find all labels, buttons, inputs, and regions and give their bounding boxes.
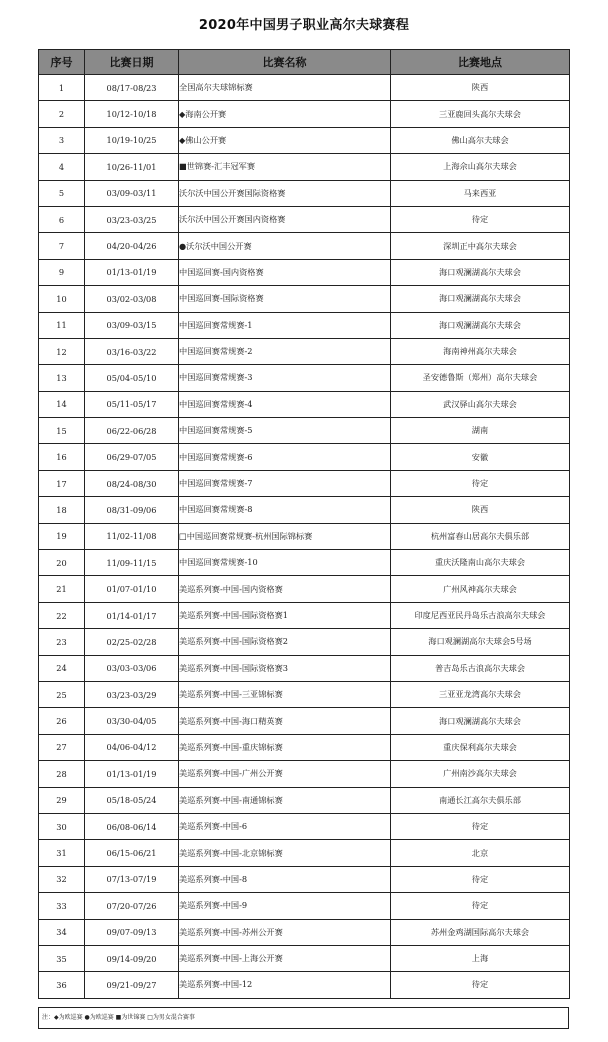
row-seq-cell: 15	[39, 418, 85, 444]
row-venue-cell: 湖南	[391, 418, 570, 444]
table-row	[39, 497, 570, 523]
row-venue-cell: 重庆保利高尔夫球会	[391, 734, 570, 760]
row-venue-cell: 广州南沙高尔夫球会	[391, 761, 570, 787]
table-row	[39, 576, 570, 602]
row-name-cell: 沃尔沃中国公开赛国际资格赛	[179, 180, 391, 206]
page-title: 2020年中国男子职业高尔夫球赛程	[198, 18, 410, 33]
row-seq-cell: 6	[39, 206, 85, 232]
table-body	[39, 75, 570, 999]
row-seq-cell: 28	[39, 761, 85, 787]
schedule-table	[38, 49, 570, 999]
row-date-cell: 03/23-03/25	[85, 206, 179, 232]
row-date-cell: 05/04-05/10	[85, 365, 179, 391]
row-date-cell: 03/09-03/11	[85, 180, 179, 206]
row-date-cell: 08/24-08/30	[85, 470, 179, 496]
row-name-cell: 中国巡回赛常规赛-2	[179, 338, 391, 364]
row-name-cell: ◆佛山公开赛	[179, 127, 391, 153]
row-venue-cell: 普吉岛乐古浪高尔夫球会	[391, 655, 570, 681]
row-seq-cell: 23	[39, 629, 85, 655]
row-venue-cell: 深圳正中高尔夫球会	[391, 233, 570, 259]
table-row	[39, 787, 570, 813]
row-date-cell: 02/25-02/28	[85, 629, 179, 655]
row-seq-cell: 31	[39, 840, 85, 866]
footnote: 注：◆为欧巡赛 ●为欧巡赛 ■为世锦赛 □为男女混合赛事	[38, 1007, 569, 1029]
table-row	[39, 602, 570, 628]
row-name-cell: 中国巡回赛常规赛-3	[179, 365, 391, 391]
row-venue-cell: 陕西	[391, 75, 570, 101]
table-row	[39, 75, 570, 101]
table-row	[39, 312, 570, 338]
table-row	[39, 840, 570, 866]
row-name-cell: 美巡系列赛-中国-南通锦标赛	[179, 787, 391, 813]
row-name-cell: 中国巡回赛-国内资格赛	[179, 259, 391, 285]
row-date-cell: 01/14-01/17	[85, 602, 179, 628]
row-date-cell: 07/20-07/26	[85, 893, 179, 919]
row-venue-cell: 待定	[391, 866, 570, 892]
header-seq: 序号	[39, 50, 85, 75]
row-venue-cell: 三亚鹿回头高尔夫球会	[391, 101, 570, 127]
row-name-cell: 美巡系列赛-中国-重庆锦标赛	[179, 734, 391, 760]
row-date-cell: 01/07-01/10	[85, 576, 179, 602]
row-venue-cell: 上海	[391, 945, 570, 971]
row-name-cell: 中国巡回赛常规赛-4	[179, 391, 391, 417]
row-seq-cell: 35	[39, 945, 85, 971]
row-name-cell: ●沃尔沃中国公开赛	[179, 233, 391, 259]
row-seq-cell: 2	[39, 101, 85, 127]
table-row	[39, 101, 570, 127]
row-date-cell: 07/13-07/19	[85, 866, 179, 892]
row-seq-cell: 32	[39, 866, 85, 892]
row-date-cell: 05/18-05/24	[85, 787, 179, 813]
row-name-cell: □中国巡回赛常规赛-杭州国际锦标赛	[179, 523, 391, 549]
table-row	[39, 365, 570, 391]
row-seq-cell: 12	[39, 338, 85, 364]
row-name-cell: 中国巡回赛常规赛-1	[179, 312, 391, 338]
row-date-cell: 08/31-09/06	[85, 497, 179, 523]
row-seq-cell: 26	[39, 708, 85, 734]
table-row	[39, 470, 570, 496]
row-name-cell: 美巡系列赛-中国-国际资格赛3	[179, 655, 391, 681]
row-venue-cell: 海口观澜湖高尔夫球会	[391, 259, 570, 285]
row-name-cell: ◆海南公开赛	[179, 101, 391, 127]
row-name-cell: 美巡系列赛-中国-苏州公开赛	[179, 919, 391, 945]
row-name-cell: 全国高尔夫球锦标赛	[179, 75, 391, 101]
row-seq-cell: 5	[39, 180, 85, 206]
row-date-cell: 06/15-06/21	[85, 840, 179, 866]
row-name-cell: 中国巡回赛-国际资格赛	[179, 286, 391, 312]
row-venue-cell: 海口观澜湖高尔夫球会	[391, 312, 570, 338]
row-name-cell: 美巡系列赛-中国-广州公开赛	[179, 761, 391, 787]
row-venue-cell: 待定	[391, 206, 570, 232]
table-header-row	[39, 50, 570, 75]
row-seq-cell: 14	[39, 391, 85, 417]
row-venue-cell: 待定	[391, 893, 570, 919]
table-row	[39, 523, 570, 549]
row-date-cell: 01/13-01/19	[85, 259, 179, 285]
row-venue-cell: 印度尼西亚民丹岛乐古浪高尔夫球会	[391, 602, 570, 628]
row-name-cell: ■世锦赛-汇丰冠军赛	[179, 154, 391, 180]
row-venue-cell: 广州风神高尔夫球会	[391, 576, 570, 602]
row-date-cell: 05/11-05/17	[85, 391, 179, 417]
row-venue-cell: 苏州金鸡湖国际高尔夫球会	[391, 919, 570, 945]
table-row	[39, 127, 570, 153]
row-seq-cell: 1	[39, 75, 85, 101]
row-seq-cell: 9	[39, 259, 85, 285]
row-name-cell: 美巡系列赛-中国-上海公开赛	[179, 945, 391, 971]
row-date-cell: 11/02-11/08	[85, 523, 179, 549]
row-seq-cell: 36	[39, 972, 85, 998]
row-date-cell: 09/07-09/13	[85, 919, 179, 945]
row-venue-cell: 北京	[391, 840, 570, 866]
table-row	[39, 338, 570, 364]
table-row	[39, 655, 570, 681]
header-name: 比赛名称	[179, 50, 391, 75]
row-venue-cell: 海口观澜湖高尔夫球会	[391, 708, 570, 734]
row-venue-cell: 杭州富春山居高尔夫俱乐部	[391, 523, 570, 549]
row-date-cell: 09/21-09/27	[85, 972, 179, 998]
row-seq-cell: 24	[39, 655, 85, 681]
row-venue-cell: 南通长江高尔夫俱乐部	[391, 787, 570, 813]
row-venue-cell: 武汉驿山高尔夫球会	[391, 391, 570, 417]
row-name-cell: 中国巡回赛常规赛-10	[179, 550, 391, 576]
table-row	[39, 391, 570, 417]
row-seq-cell: 30	[39, 813, 85, 839]
row-venue-cell: 上海佘山高尔夫球会	[391, 154, 570, 180]
table-row	[39, 708, 570, 734]
header-venue: 比赛地点	[391, 50, 570, 75]
row-date-cell: 10/12-10/18	[85, 101, 179, 127]
row-name-cell: 美巡系列赛-中国-8	[179, 866, 391, 892]
row-date-cell: 08/17-08/23	[85, 75, 179, 101]
table-row	[39, 681, 570, 707]
row-name-cell: 美巡系列赛-中国-北京锦标赛	[179, 840, 391, 866]
table-row	[39, 259, 570, 285]
row-seq-cell: 17	[39, 470, 85, 496]
row-seq-cell: 25	[39, 681, 85, 707]
table-row	[39, 233, 570, 259]
row-name-cell: 中国巡回赛常规赛-8	[179, 497, 391, 523]
row-date-cell: 11/09-11/15	[85, 550, 179, 576]
row-name-cell: 美巡系列赛-中国-国际资格赛1	[179, 602, 391, 628]
row-seq-cell: 29	[39, 787, 85, 813]
header-date: 比赛日期	[85, 50, 179, 75]
row-name-cell: 美巡系列赛-中国-12	[179, 972, 391, 998]
row-venue-cell: 待定	[391, 972, 570, 998]
table-row	[39, 919, 570, 945]
row-venue-cell: 重庆沃隆南山高尔夫球会	[391, 550, 570, 576]
row-venue-cell: 佛山高尔夫球会	[391, 127, 570, 153]
table-row	[39, 154, 570, 180]
row-venue-cell: 待定	[391, 813, 570, 839]
row-venue-cell: 海口观澜湖高尔夫球会	[391, 286, 570, 312]
row-date-cell: 09/14-09/20	[85, 945, 179, 971]
row-venue-cell: 海南神州高尔夫球会	[391, 338, 570, 364]
row-venue-cell: 圣安德鲁斯（郑州）高尔夫球会	[391, 365, 570, 391]
row-name-cell: 美巡系列赛-中国-三亚锦标赛	[179, 681, 391, 707]
table-row	[39, 866, 570, 892]
row-seq-cell: 27	[39, 734, 85, 760]
row-seq-cell: 13	[39, 365, 85, 391]
row-date-cell: 10/19-10/25	[85, 127, 179, 153]
row-venue-cell: 三亚亚龙湾高尔夫球会	[391, 681, 570, 707]
row-date-cell: 01/13-01/19	[85, 761, 179, 787]
table-row	[39, 206, 570, 232]
row-seq-cell: 16	[39, 444, 85, 470]
row-name-cell: 中国巡回赛常规赛-7	[179, 470, 391, 496]
row-name-cell: 美巡系列赛-中国-9	[179, 893, 391, 919]
row-date-cell: 03/23-03/29	[85, 681, 179, 707]
row-name-cell: 中国巡回赛常规赛-5	[179, 418, 391, 444]
table-row	[39, 286, 570, 312]
row-date-cell: 06/22-06/28	[85, 418, 179, 444]
row-seq-cell: 21	[39, 576, 85, 602]
row-seq-cell: 7	[39, 233, 85, 259]
table-row	[39, 550, 570, 576]
row-date-cell: 03/30-04/05	[85, 708, 179, 734]
row-seq-cell: 33	[39, 893, 85, 919]
row-name-cell: 美巡系列赛-中国-海口精英赛	[179, 708, 391, 734]
row-seq-cell: 3	[39, 127, 85, 153]
row-date-cell: 03/09-03/15	[85, 312, 179, 338]
row-date-cell: 10/26-11/01	[85, 154, 179, 180]
row-seq-cell: 11	[39, 312, 85, 338]
row-date-cell: 03/03-03/06	[85, 655, 179, 681]
row-seq-cell: 22	[39, 602, 85, 628]
table-row	[39, 972, 570, 998]
table-row	[39, 418, 570, 444]
row-seq-cell: 34	[39, 919, 85, 945]
table-row	[39, 444, 570, 470]
table-row	[39, 761, 570, 787]
row-name-cell: 美巡系列赛-中国-国内资格赛	[179, 576, 391, 602]
row-venue-cell: 待定	[391, 470, 570, 496]
table-row	[39, 945, 570, 971]
row-date-cell: 03/16-03/22	[85, 338, 179, 364]
row-venue-cell: 陕西	[391, 497, 570, 523]
table-row	[39, 180, 570, 206]
row-name-cell: 沃尔沃中国公开赛国内资格赛	[179, 206, 391, 232]
row-venue-cell: 马来西亚	[391, 180, 570, 206]
table-row	[39, 813, 570, 839]
row-date-cell: 06/29-07/05	[85, 444, 179, 470]
table-row	[39, 734, 570, 760]
row-date-cell: 04/20-04/26	[85, 233, 179, 259]
row-date-cell: 04/06-04/12	[85, 734, 179, 760]
table-row	[39, 893, 570, 919]
row-seq-cell: 10	[39, 286, 85, 312]
row-date-cell: 03/02-03/08	[85, 286, 179, 312]
row-seq-cell: 19	[39, 523, 85, 549]
row-seq-cell: 18	[39, 497, 85, 523]
row-date-cell: 06/08-06/14	[85, 813, 179, 839]
row-venue-cell: 安徽	[391, 444, 570, 470]
row-seq-cell: 20	[39, 550, 85, 576]
row-venue-cell: 海口观澜湖高尔夫球会5号场	[391, 629, 570, 655]
row-name-cell: 中国巡回赛常规赛-6	[179, 444, 391, 470]
row-name-cell: 美巡系列赛-中国-国际资格赛2	[179, 629, 391, 655]
table-row	[39, 629, 570, 655]
row-seq-cell: 4	[39, 154, 85, 180]
row-name-cell: 美巡系列赛-中国-6	[179, 813, 391, 839]
